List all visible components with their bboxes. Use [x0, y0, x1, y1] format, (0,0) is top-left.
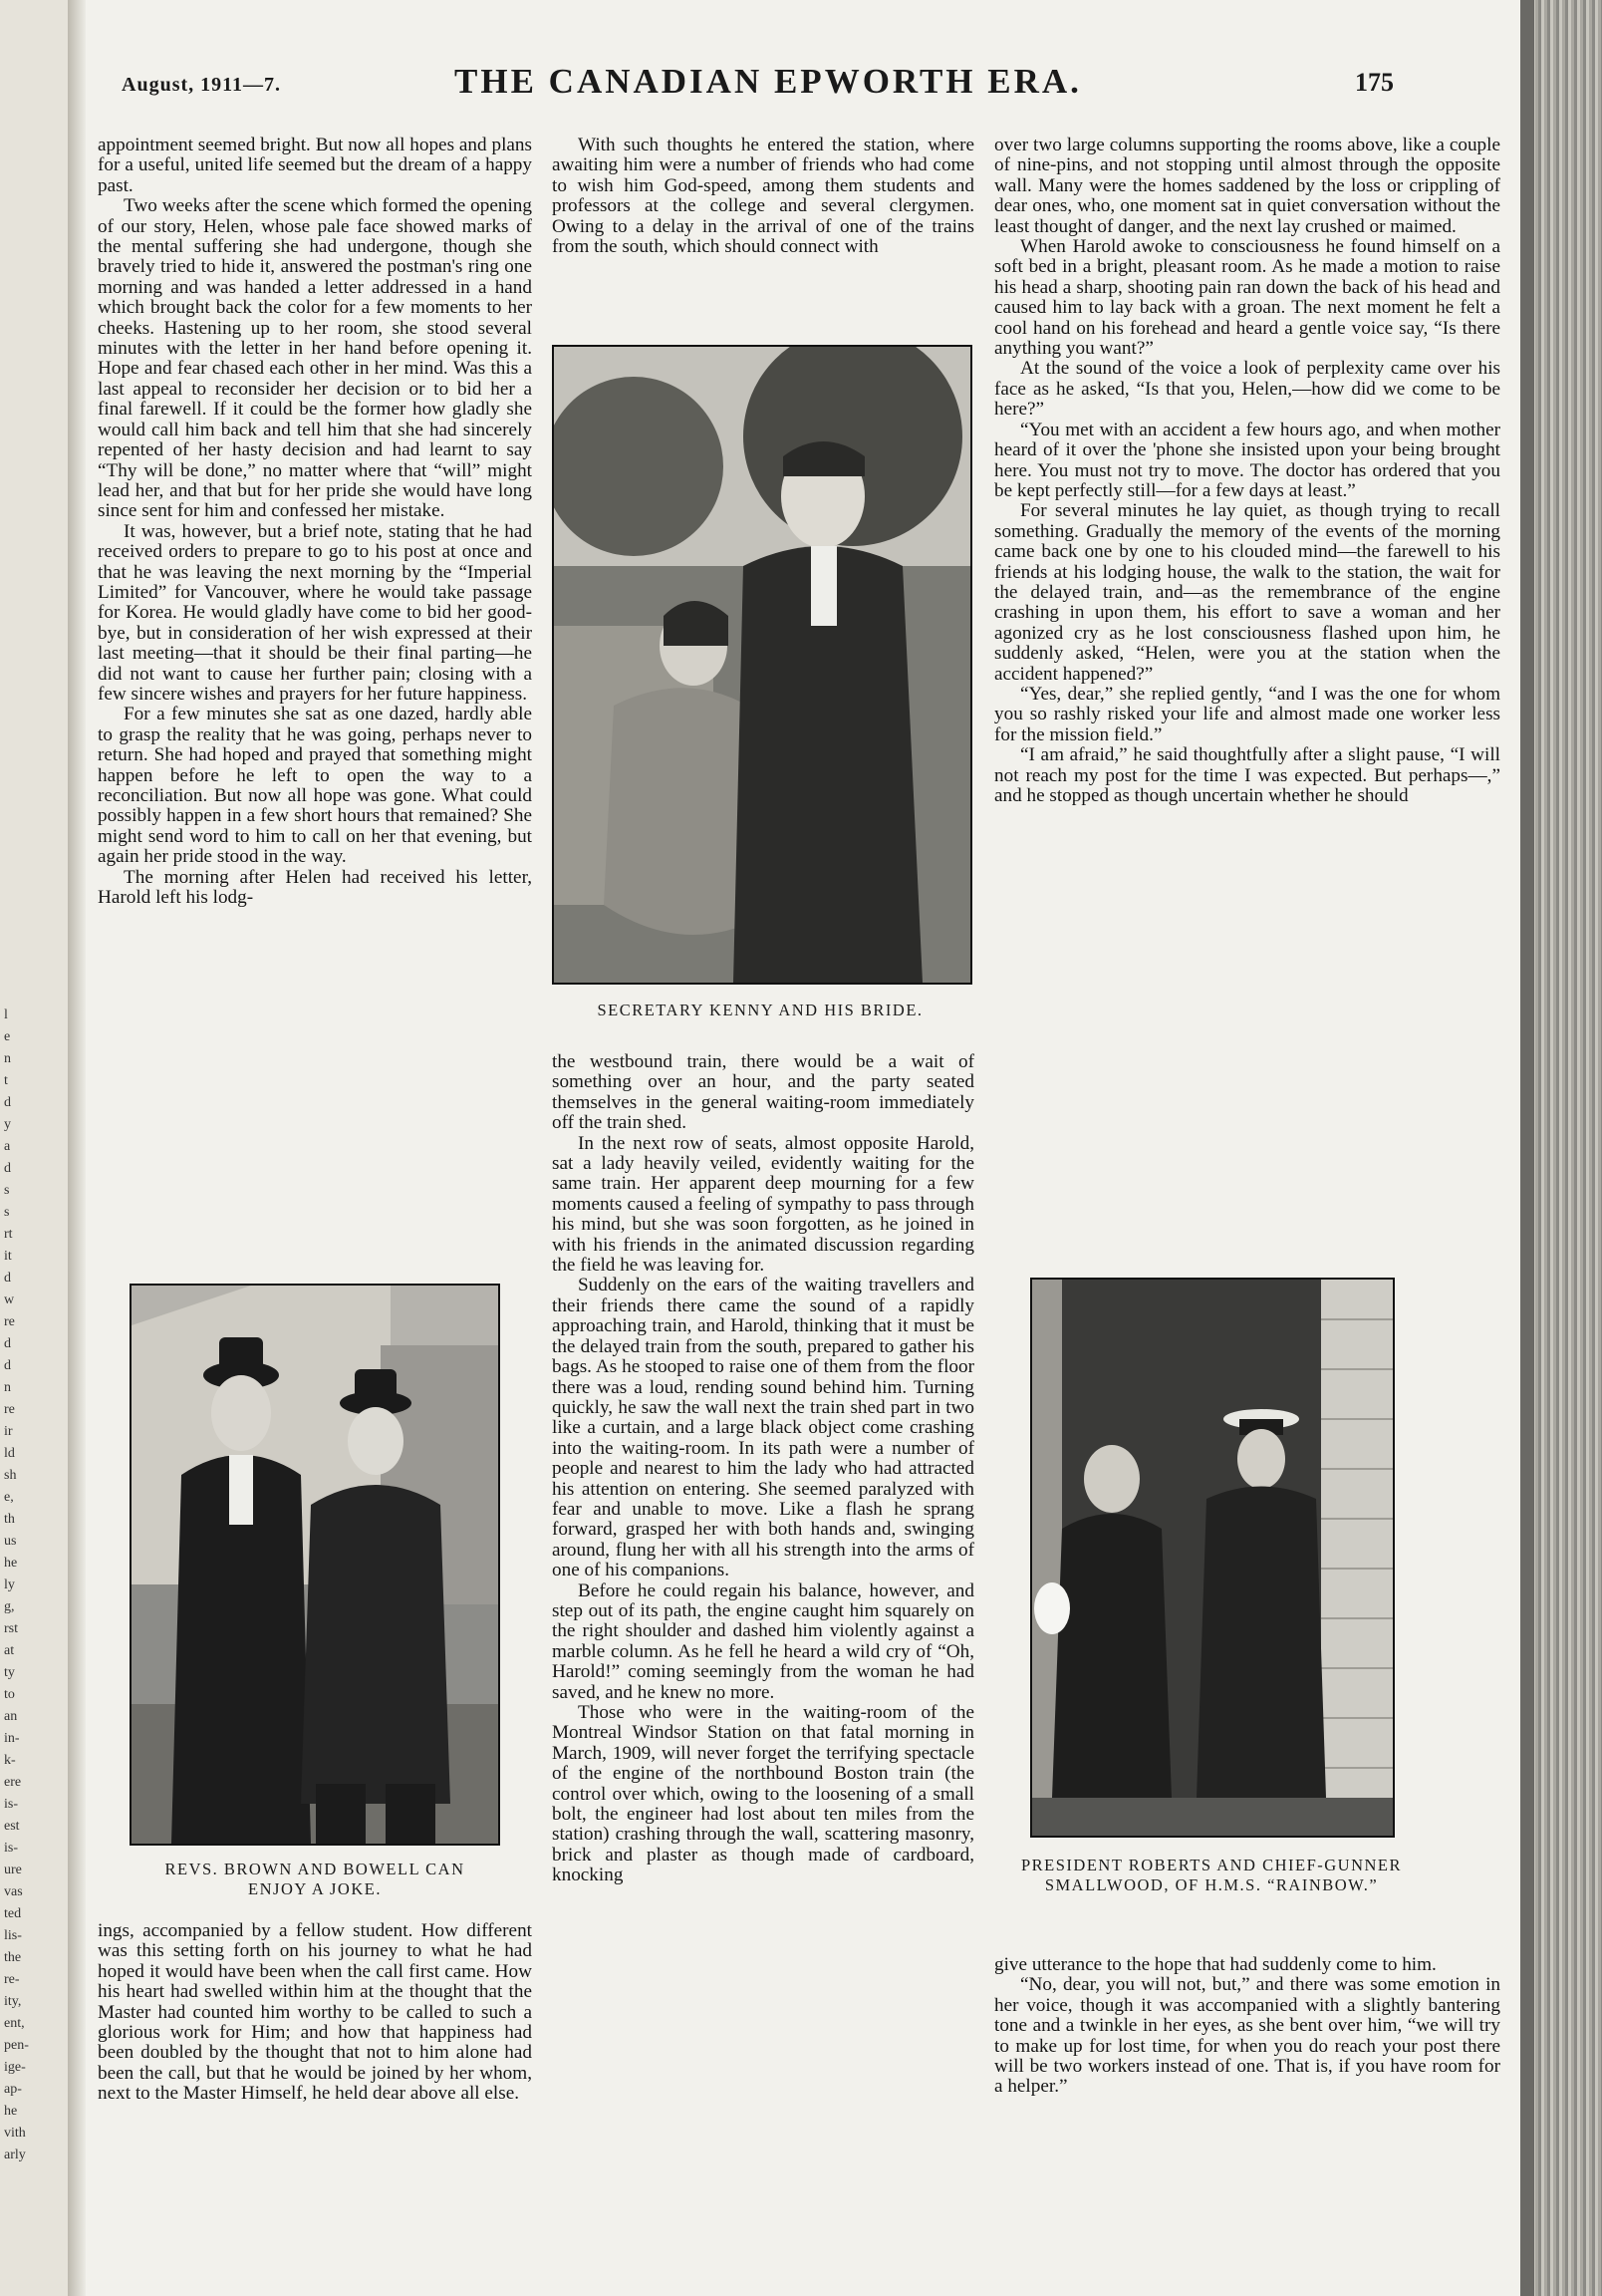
previous-page-text-fragment: ent, — [4, 2016, 25, 2031]
previous-page-text-fragment: is- — [4, 1797, 18, 1812]
previous-page-text-fragment: est — [4, 1819, 20, 1834]
paragraph: the westbound train, there would be a wait of something over an hour, and the party seated themselves in the general waiting-room immediately off the train shed. — [552, 1051, 974, 1134]
paragraph: When Harold awoke to consciousness he found himself on a soft bed in a bright, pleasant room. As he made a motion to raise his head a sharp, shooting pain ran down the back of his head and caused him to lay back with a groan. The next moment he felt a cool hand on his forehead and heard a gentle voice say, “Is there anything you want?” — [994, 236, 1500, 360]
previous-page-text-fragment: ige- — [4, 2060, 26, 2075]
previous-page-text-fragment: e — [4, 1029, 11, 1044]
previous-page-text-fragment: us — [4, 1534, 17, 1549]
paragraph: over two large columns supporting the rooms above, like a couple of nine-pins, and not stopping until almost through the opposite wall. Many were the homes saddened by the loss or crippling of dear ones, who, one moment sat in quiet conversation without the least thought of danger, and the next lay crushed or maimed. — [994, 135, 1500, 237]
paragraph: It was, however, but a brief note, stating that he had received orders to prepare to go to his post at once and that he was leaving the next morning by the “Imperial Limited” for Vancouver, where he would take passage for Korea. He would gladly have come to bid her good-bye, but in consideration of her wish expressed at their last meeting—that it should be their final parting—he did not want to cause her further pain; closing with a few sincere wishes and prayers for her future happiness. — [98, 520, 532, 705]
previous-page-text-fragment: ap- — [4, 2082, 22, 2097]
previous-page-text-fragment: d — [4, 1336, 11, 1351]
photo-caption-roberts: PRESIDENT ROBERTS AND CHIEF-GUNNER SMALLWOOD, OF H.M.S. “RAINBOW.” — [1020, 1856, 1403, 1894]
previous-page-text-fragment: g, — [4, 1599, 15, 1614]
previous-page-text-fragment: arly — [4, 2148, 26, 2162]
previous-page-text-fragment: w — [4, 1292, 15, 1307]
previous-page-text-fragment: a — [4, 1139, 11, 1154]
paragraph: Those who were in the waiting-room of the Montreal Windsor Station on that fatal morning in March, 1909, will never forget the terrifying spectacle of the engine of the northbound Boston train (the control over which, owing to the loosening of a small bolt, the engineer had lost about ten miles from the station) crashing through the wall, scattering masonry, brick and plaster as though made of cardboard, knocking — [552, 1702, 974, 1886]
previous-page-text-fragment: is- — [4, 1841, 18, 1856]
photo-secretary-kenny — [552, 345, 972, 985]
previous-page-text-fragment: ty — [4, 1665, 15, 1680]
paragraph: appointment seemed bright. But now all hopes and plans for a useful, united life seemed but the dream of a happy past. — [98, 135, 532, 196]
previous-page-text-fragment: t — [4, 1073, 8, 1088]
column-1-top — [98, 136, 532, 908]
paragraph: “You met with an accident a few hours ago, and when mother heard of it over the 'phone she insisted upon your being brought here. You must not try to move. The doctor has ordered that you be kept perfectly still—for a few days at least.” — [994, 419, 1500, 501]
previous-page-text-fragment: lis- — [4, 1928, 22, 1943]
publication-title: THE CANADIAN EPWORTH ERA. — [454, 62, 1082, 101]
book-gutter — [68, 0, 86, 2296]
magazine-page — [86, 0, 1520, 2296]
previous-page-text-fragment: vith — [4, 2126, 26, 2141]
photo-illustration — [132, 1286, 498, 1844]
column-2-top — [552, 136, 974, 257]
paragraph: Suddenly on the ears of the waiting travellers and their friends there came the sound of a rapidly approaching train, and Harold, thinking that it must be the delayed train from the south, prepared to gather his bags. As he stooped to raise one of them from the floor there was a loud, rending sound behind him. Turning quickly, he saw the wall next the train shed part in two like a curtain, and a large black object come crashing into the waiting-room. In its path were a number of people and nearest to him the lady who had attracted his attention on entering. She seemed paralyzed with fear and unable to move. Like a flash he sprang forward, grasped her with both hands and, swinging around, flung her with all his strength into the arms of one of his companions. — [552, 1275, 974, 1581]
previous-page-text-fragment: pen- — [4, 2038, 29, 2053]
column-2-bottom — [552, 1052, 974, 1886]
previous-page-text-fragment: d — [4, 1271, 11, 1286]
paragraph: For a few minutes she sat as one dazed, hardly able to grasp the reality that he was going, perhaps never to return. She had hoped and prayed that something might happen before he left to open the way to a reconciliation. But now all hope was gone. What could possibly happen in a few short hours that remained? She might send word to him to call on her that evening, but again her pride stood in the way. — [98, 704, 532, 868]
previous-page-text-fragment: e, — [4, 1490, 14, 1505]
previous-page-text-fragment: y — [4, 1117, 11, 1132]
previous-page-text-fragment: ere — [4, 1775, 22, 1790]
previous-page-text-fragment: n — [4, 1380, 11, 1395]
previous-page-text-fragment: d — [4, 1095, 11, 1110]
previous-page-text-fragment: k- — [4, 1753, 16, 1768]
previous-page-text-fragment: ir — [4, 1424, 13, 1439]
previous-page-text-fragment: s — [4, 1205, 10, 1220]
previous-page-text-fragment: ly — [4, 1578, 15, 1592]
paragraph: ings, accompanied by a fellow student. How different was this setting forth on his journey to what he had hoped it would have been when the call first came. How his heart had swelled within him at the thought that the Master had counted him worthy to be called to such a glorious work for Him; and how that happiness had been doubled by the thought that not to him alone had been the call, but that he would be joined by her whom, next to the Master Himself, he held dear above all else. — [98, 1920, 532, 2105]
page-header — [86, 62, 1520, 112]
previous-page-edge — [0, 0, 68, 2296]
page-number: 175 — [1355, 68, 1394, 97]
previous-page-text-fragment: rt — [4, 1227, 13, 1242]
previous-page-text-fragment: ld — [4, 1446, 15, 1461]
photo-illustration — [1032, 1280, 1393, 1836]
paragraph: Before he could regain his balance, however, and step out of its path, the engine caught him squarely on the right shoulder and dashed him violently against a marble column. As he fell he heard a wild cry of “Oh, Harold!” coming seemingly from the woman he had saved, and he knew no more. — [552, 1579, 974, 1703]
previous-page-text-fragment: n — [4, 1051, 11, 1066]
previous-page-text-fragment: re — [4, 1402, 15, 1417]
paragraph: Two weeks after the scene which formed the opening of our story, Helen, whose pale face showed marks of the mental suffering she had undergone, though she bravely tried to hide it, answered the postman's ring one morning and was handed a letter addressed in a hand which brought back the color for a few moments to her cheeks. Hastening up to her room, she stood several minutes with the letter in her hand before opening it. Hope and fear chased each other in her mind. Was this a last appeal to reconsider her decision or to bid her a final farewell. If it could be the former how gladly she would call him back and tell him that she had sincerely repented of her hasty decision and had learnt to say “Thy will be done,” no matter where that “will” might lead her, and that but for her pride she would have long since sent for him and confessed her mistake. — [98, 195, 532, 522]
column-3-bottom — [994, 1955, 1500, 2098]
paragraph: give utterance to the hope that had suddenly come to him. — [994, 1954, 1437, 1975]
previous-page-text-fragment: at — [4, 1643, 15, 1658]
previous-page-text-fragment: he — [4, 1556, 18, 1571]
paragraph: The morning after Helen had received his letter, Harold left his lodg- — [98, 866, 532, 909]
previous-page-text-fragment: re- — [4, 1972, 20, 1987]
paragraph: At the sound of the voice a look of perplexity came over his face as he asked, “Is that you, Helen,—how did we come to be here?” — [994, 358, 1500, 421]
previous-page-text-fragment: d — [4, 1161, 11, 1176]
previous-page-text-fragment: to — [4, 1687, 15, 1702]
column-1-bottom — [98, 1921, 532, 2105]
photo-caption-revs: REVS. BROWN AND BOWELL CAN ENJOY A JOKE. — [164, 1860, 465, 1898]
previous-page-text-fragment: ity, — [4, 1994, 22, 2009]
previous-page-text-fragment: sh — [4, 1468, 17, 1483]
book-page-edges — [1520, 0, 1602, 2296]
previous-page-text-fragment: it — [4, 1249, 12, 1264]
issue-date: August, 1911—7. — [122, 74, 282, 96]
previous-page-text-fragment: l — [4, 1007, 8, 1022]
previous-page-text-fragment: an — [4, 1709, 18, 1724]
paragraph: “Yes, dear,” she replied gently, “and I was the one for whom you so rashly risked your life and almost made one worker less for the mission field.” — [994, 683, 1500, 745]
photo-president-roberts — [1030, 1278, 1395, 1838]
previous-page-text-fragment: in- — [4, 1731, 20, 1746]
photo-illustration — [554, 347, 970, 983]
previous-page-text-fragment: rst — [4, 1621, 18, 1636]
paragraph: “No, dear, you will not, but,” and there was some emotion in her voice, though it was accompanied with a slightly bantering tone and a twinkle in her eyes, as she bent over him, “we will try to make up for lost time, for when you do reach your post there will be two workers instead of one. That is, if you have room for a helper.” — [994, 1974, 1500, 2098]
column-3-top — [994, 136, 1500, 806]
paragraph: With such thoughts he entered the station, where awaiting him were a number of friends who had come to wish him God-speed, among them students and professors at the college and several clergymen. Owing to a delay in the arrival of one of the trains from the south, which should connect with — [552, 135, 974, 258]
paragraph: For several minutes he lay quiet, as though trying to recall something. Gradually the memory of the events of the morning came back one by one to his clouded mind—the farewell to his friends at his lodging house, the walk to the station, the wait for the delayed train, and—as the remembrance of the engine crashing in upon them, his effort to save a woman and her agonized cry as he lost consciousness flashed upon him, he suddenly asked, “Helen, were you at the station when the accident happened?” — [994, 500, 1500, 685]
paragraph: “I am afraid,” he said thoughtfully after a slight pause, “I will not reach my post for the time I was expected. But perhaps—,” and he stopped as though uncertain whether he should — [994, 744, 1500, 806]
previous-page-text-fragment: s — [4, 1183, 10, 1198]
photo-caption-kenny: SECRETARY KENNY AND HIS BRIDE. — [597, 1001, 924, 1019]
previous-page-text-fragment: th — [4, 1512, 15, 1527]
previous-page-text-fragment: ure — [4, 1863, 22, 1877]
previous-page-text-fragment: the — [4, 1950, 22, 1965]
previous-page-text-fragment: re — [4, 1314, 15, 1329]
previous-page-text-fragment: vas — [4, 1884, 23, 1899]
previous-page-text-fragment: ted — [4, 1906, 22, 1921]
photo-revs-brown-bowell — [130, 1284, 500, 1846]
paragraph: In the next row of seats, almost opposite Harold, sat a lady heavily veiled, evidently waiting for the same train. Her apparent deep mourning for a few moments caused a feeling of sympathy to pass through his mind, but she was soon forgotten, as he joined in with his friends in the animated discussion regarding the field he was leaving for. — [552, 1132, 974, 1277]
previous-page-text-fragment: d — [4, 1358, 11, 1373]
previous-page-text-fragment: he — [4, 2104, 18, 2119]
